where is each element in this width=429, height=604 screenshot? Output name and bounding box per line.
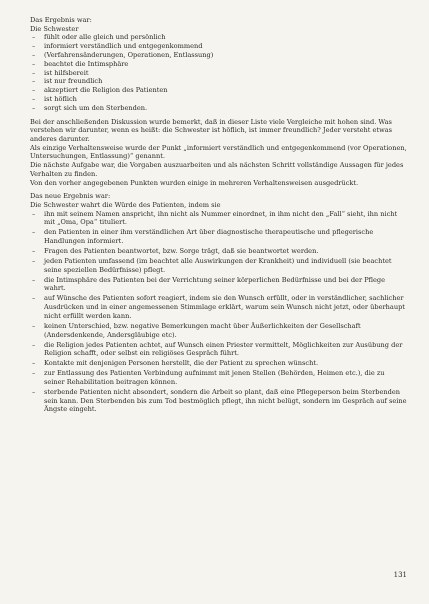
intro-line: Das Ergebnis war: bbox=[30, 16, 92, 24]
list-item: – Kontakte mit denjenigen Personen herstellt, die der Patient zu sprechen wünscht. bbox=[30, 359, 407, 368]
list-item: – ihn mit seinem Namen anspricht, ihn nicht als Nummer einordnet, in ihm nicht den „Fall“ sieht, ihn nicht mit „Oma, Opa“ tituliert. bbox=[30, 210, 407, 227]
list-item: – ist höflich bbox=[30, 95, 407, 104]
intro-line: Das neue Ergebnis war: bbox=[30, 192, 111, 201]
list-item: – fühlt oder alle gleich und persönlich bbox=[30, 33, 407, 42]
body-paragraph: Bei der anschließenden Diskussion wurde bemerkt, daß in dieser Liste viele Vergleiche mit hohen sind. Was verstehen wir darunter, wenn es heißt: die Schwester ist höflich, ist immer freundlich? Jeder versteht etwas anderes darunter. bbox=[30, 117, 393, 143]
list-item: – zur Entlassung des Patienten Verbindung aufnimmt mit jenen Stellen (Behörden, Heimen etc.), die zu seiner Rehabilitation beitragen können. bbox=[30, 369, 407, 386]
list-item: – Fragen des Patienten beantwortet, bzw. Sorge trägt, daß sie beantwortet werden. bbox=[30, 247, 407, 256]
body-paragraph: Von den vorher angegebenen Punkten wurden einige in mehreren Verhaltensweisen ausgedrückt. bbox=[30, 178, 359, 187]
behaviours-list bbox=[30, 210, 407, 414]
list-item: – die Intimsphäre des Patienten bei der Verrichtung seiner körperlichen Bedürfnisse und bei der Pflege wahrt. bbox=[30, 276, 407, 293]
page-number: 131 bbox=[393, 571, 407, 579]
list-item: – auf Wünsche des Patienten sofort reagiert, indem sie den Wunsch erfüllt, oder in verständlicher, sachlicher Ausdrücken und in einer angemessenen Stimmlage erklärt, warum sein Wunsch nicht jetzt, oder überhaupt nicht erfüllt werden kann. bbox=[30, 294, 407, 320]
body-paragraph: Als einzige Verhaltensweise wurde der Punkt „informiert verständlich und entgegenkommend (vor Operationen, Untersuchungen, Entlassung)“ genannt. bbox=[30, 143, 407, 161]
list-item: – sterbende Patienten nicht absondert, sondern die Arbeit so plant, daß eine Pflegeperson beim Sterbenden sein kann. Den Sterbenden bis zum Tod bestmöglich pflegt, ihn nicht belügt, sondern im Gespräch auf seine Ängste eingeht. bbox=[30, 388, 407, 414]
list-item: – keinen Unterschied, bzw. negative Bemerkungen macht über Äußerlichkeiten der Gesellschaft (Andersdenkende, Andersgläubige etc). bbox=[30, 322, 407, 339]
intro-line: Die Schwester wahrt die Würde des Patienten, indem sie bbox=[30, 200, 221, 209]
qualities-list bbox=[30, 33, 407, 112]
list-item: – ist nur freundlich bbox=[30, 77, 407, 86]
list-item: – akzeptiert die Religion des Patienten bbox=[30, 86, 407, 95]
list-item: – die Religion jedes Patienten achtet, auf Wunsch einen Priester vermittelt, Möglichkeiten zur Ausübung der Religion schafft, oder selbst ein religiöses Gespräch führt. bbox=[30, 341, 407, 358]
list-item: – ist hilfsbereit bbox=[30, 69, 407, 78]
body-paragraph: Die nächste Aufgabe war, die Vorgaben auszuarbeiten und als nächsten Schritt vollständige Aussagen für jedes Verhalten zu finden. bbox=[30, 161, 404, 178]
list-item: – den Patienten in einer ihm verständlichen Art über diagnostische therapeutische und pflegerische Handlungen informiert. bbox=[30, 228, 407, 245]
list-item: – beachtet die Intimsphäre bbox=[30, 60, 407, 69]
list-item: – jeden Patienten umfassend (im beachtet alle Auswirkungen der Krankheit) und individuell (sie beachtet seine speziellen Bedürfnisse) pflegt. bbox=[30, 257, 407, 274]
list-item: – informiert verständlich und entgegenkommend bbox=[30, 42, 407, 51]
list-item: – sorgt sich um den Sterbenden. bbox=[30, 104, 407, 113]
list-item: – (Verfahrensänderungen, Operationen, Entlassung) bbox=[30, 51, 407, 60]
intro-line: Die Schwester bbox=[30, 24, 79, 33]
